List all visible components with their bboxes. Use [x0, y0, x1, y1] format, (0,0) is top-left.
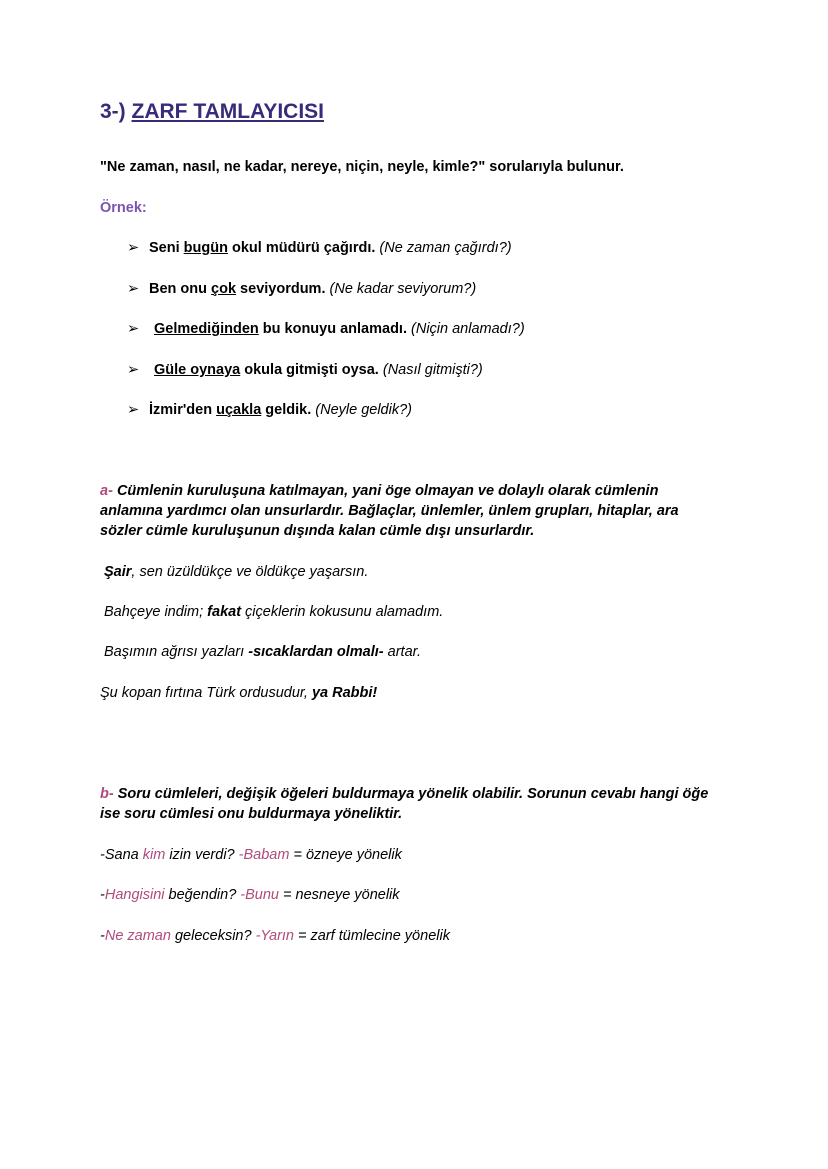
section-b-label: b-: [100, 786, 114, 802]
arrow-bullet-icon: ➢: [127, 402, 140, 418]
underlined-word: Gelmediğinden: [154, 321, 259, 337]
section-a-text: Cümlenin kuruluşuna katılmayan, yani öge olmayan ve dolaylı olarak cümlenin anlamına yardımcı olan unsurlardır. Bağlaçlar, ünlemler, ünlem grupları, hitaplar, ara sözler cümle kuruluşunun dışında kalan cümle dışı unsurlardır.: [100, 483, 679, 539]
list-item: ➢ Güle oynaya okula gitmişti oysa. (Nasıl gitmişti?): [127, 362, 483, 378]
arrow-bullet-icon: ➢: [127, 240, 140, 256]
list-item: ➢ Gelmediğinden bu konuyu anlamadı. (Niçin anlamadı?): [127, 321, 525, 337]
list-item: -Ne zaman geleceksin? -Yarın = zarf tümlecine yönelik: [100, 928, 450, 944]
underlined-word: çok: [211, 281, 237, 297]
list-item: ➢ Seni bugün okul müdürü çağırdı. (Ne zaman çağırdı?): [127, 240, 512, 256]
title-main: ZARF TAMLAYICISI: [131, 100, 325, 123]
section-b-text: Soru cümleleri, değişik öğeleri buldurmaya yönelik olabilir. Sorunun cevabı hangi öğe ise soru cümlesi onu buldurmaya yöneliktir.: [100, 786, 709, 822]
list-item: ➢ İzmir'den uçakla geldik. (Neyle geldik?): [127, 402, 412, 418]
underlined-word: Güle oynaya: [154, 362, 241, 378]
page-title: [100, 100, 324, 124]
section-a-paragraph: [100, 481, 720, 541]
list-item: Şu kopan fırtına Türk ordusudur, ya Rabbi!: [100, 685, 378, 701]
list-item: ➢ Ben onu çok seviyordum. (Ne kadar seviyorum?): [127, 281, 477, 297]
underlined-word: bugün: [183, 240, 228, 256]
section-b-paragraph: [100, 784, 720, 824]
list-item: -Hangisini beğendin? -Bunu = nesneye yönelik: [100, 887, 400, 903]
arrow-bullet-icon: ➢: [127, 362, 140, 378]
arrow-bullet-icon: ➢: [127, 281, 140, 297]
example-label: Örnek:: [100, 200, 147, 216]
intro-text: "Ne zaman, nasıl, ne kadar, nereye, niçin, neyle, kimle?" sorularıyla bulunur.: [100, 159, 624, 175]
arrow-bullet-icon: ➢: [127, 321, 140, 337]
section-a-label: a-: [100, 483, 113, 499]
list-item: -Sana kim izin verdi? -Babam = özneye yönelik: [100, 847, 402, 863]
list-item: Başımın ağrısı yazları -sıcaklardan olmalı- artar.: [104, 644, 421, 660]
list-item: Şair, sen üzüldükçe ve öldükçe yaşarsın.: [104, 564, 369, 580]
underlined-word: uçakla: [216, 402, 262, 418]
title-prefix: 3-): [100, 100, 126, 123]
list-item: Bahçeye indim; fakat çiçeklerin kokusunu alamadım.: [104, 604, 444, 620]
